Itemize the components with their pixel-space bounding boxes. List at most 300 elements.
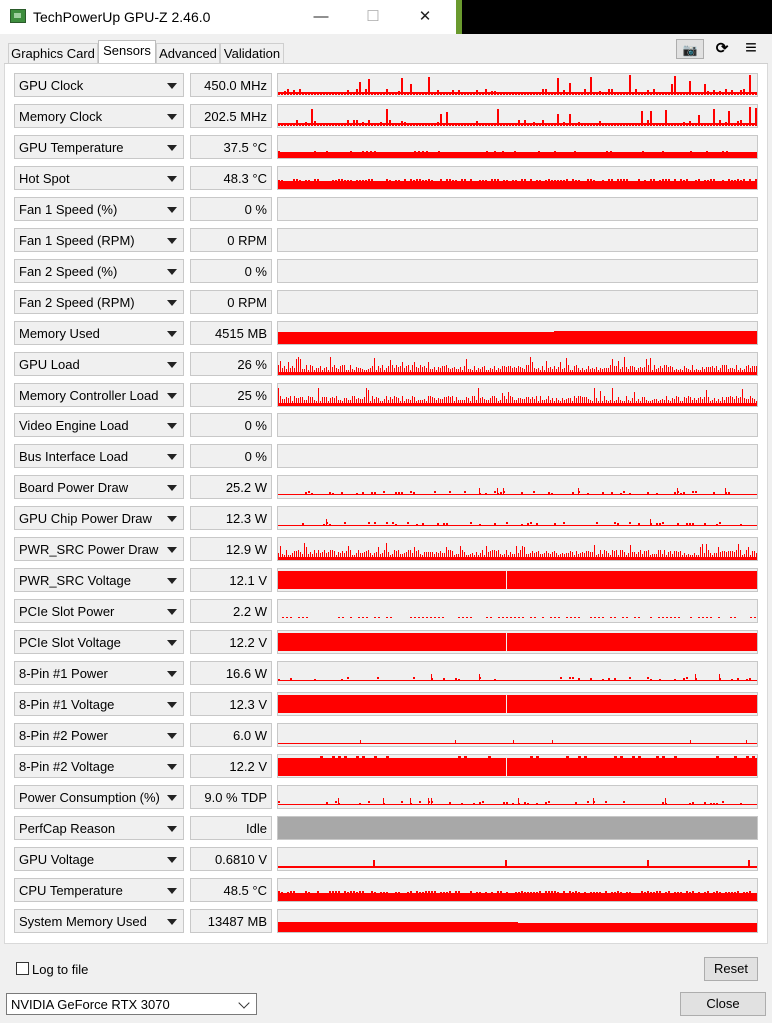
graph-mark xyxy=(539,124,541,126)
sensor-value: 12.2 V xyxy=(229,759,267,774)
graph-mark xyxy=(752,181,754,184)
sensor-graph xyxy=(277,568,758,592)
graph-mark xyxy=(392,93,394,95)
graph-mark xyxy=(410,179,412,182)
graph-mark xyxy=(422,523,424,525)
graph-mark xyxy=(596,892,598,895)
graph-mark xyxy=(506,522,508,524)
graph-mark xyxy=(478,555,479,557)
graph-mark xyxy=(468,369,469,372)
sensor-name-dropdown[interactable] xyxy=(14,785,184,809)
graph-mark xyxy=(725,89,727,95)
graph-mark xyxy=(398,91,400,95)
graph-mark xyxy=(470,522,472,524)
sensor-name-dropdown[interactable] xyxy=(14,197,184,221)
graph-mark xyxy=(713,803,715,805)
graph-mark xyxy=(521,524,523,526)
graph-mark xyxy=(506,124,508,126)
sensor-value-box xyxy=(190,878,272,902)
graph-mark xyxy=(542,617,544,618)
graph-mark xyxy=(686,93,688,95)
graph-mark xyxy=(554,551,555,557)
graph-mark xyxy=(696,369,697,372)
graph-mark xyxy=(572,552,573,557)
graph-mark xyxy=(374,399,375,403)
graph-mark xyxy=(605,93,607,95)
dropdown-arrow-icon xyxy=(167,331,177,337)
graph-mark xyxy=(642,368,643,372)
graph-mark xyxy=(317,93,319,95)
gpuz-app-icon xyxy=(10,9,26,23)
graph-mark xyxy=(728,492,730,494)
graph-mark xyxy=(498,550,499,557)
maximize-button[interactable]: ☐ xyxy=(366,8,380,25)
graph-mark xyxy=(443,523,445,525)
sensor-name-dropdown[interactable] xyxy=(14,259,184,283)
graph-mark xyxy=(407,892,409,895)
graph-mark xyxy=(672,398,673,403)
graph-mark xyxy=(278,93,280,95)
graph-mark xyxy=(563,891,565,894)
graph-mark xyxy=(470,93,472,95)
graph-mark xyxy=(536,123,538,126)
graph-mark xyxy=(582,552,583,557)
graph-mark xyxy=(666,617,668,618)
graph-mark xyxy=(416,401,417,403)
graph-mark xyxy=(488,400,489,403)
graph-mark xyxy=(593,124,595,126)
graph-mark xyxy=(512,554,513,557)
graph-mark xyxy=(278,633,757,651)
graph-mark xyxy=(666,396,667,403)
graph-mark xyxy=(744,554,745,557)
graph-mark xyxy=(536,756,539,758)
graph-mark xyxy=(732,368,733,372)
graph-mark xyxy=(386,617,388,618)
graph-mark xyxy=(299,893,301,896)
graph-mark xyxy=(320,366,321,372)
graph-mark xyxy=(500,92,502,95)
graph-mark xyxy=(640,550,641,557)
graph-mark xyxy=(278,180,280,183)
graph-mark xyxy=(620,400,621,403)
sensor-name-dropdown[interactable] xyxy=(14,599,184,623)
graph-mark xyxy=(554,366,555,372)
graph-mark xyxy=(581,93,583,95)
graph-mark xyxy=(458,554,459,557)
graph-mark xyxy=(356,180,358,183)
graph-mark xyxy=(716,93,718,95)
graph-mark xyxy=(374,151,376,152)
graph-mark xyxy=(662,151,664,152)
graph-mark xyxy=(444,397,445,403)
graph-mark xyxy=(404,893,406,896)
graph-mark xyxy=(666,365,667,372)
sensor-name-dropdown[interactable] xyxy=(14,506,184,530)
sensor-name-dropdown[interactable] xyxy=(14,475,184,499)
graph-mark xyxy=(430,396,431,403)
graph-mark xyxy=(641,181,643,184)
sensor-name-dropdown[interactable] xyxy=(14,537,184,561)
minimize-button[interactable]: — xyxy=(313,8,329,25)
graph-mark xyxy=(392,181,394,184)
graph-mark xyxy=(320,93,322,95)
graph-mark xyxy=(356,493,358,495)
graph-mark xyxy=(308,180,310,183)
graph-mark xyxy=(506,399,507,403)
graph-mark xyxy=(418,151,420,152)
graph-mark xyxy=(647,120,649,126)
graph-mark xyxy=(510,366,511,372)
graph-mark xyxy=(434,554,435,557)
graph-mark xyxy=(671,123,673,126)
gpu-select[interactable] xyxy=(6,993,257,1015)
graph-mark xyxy=(344,553,345,557)
graph-mark xyxy=(620,892,622,895)
graph-mark xyxy=(316,553,317,557)
graph-mark xyxy=(506,695,507,713)
sensor-value: 450.0 MHz xyxy=(204,78,267,93)
graph-mark xyxy=(416,179,418,182)
graph-mark xyxy=(512,893,514,896)
graph-mark xyxy=(611,89,613,95)
graph-mark xyxy=(638,368,639,372)
sensor-name-dropdown[interactable] xyxy=(14,909,184,933)
graph-mark xyxy=(740,550,741,557)
graph-mark xyxy=(732,397,733,403)
sensor-name-dropdown[interactable] xyxy=(14,568,184,592)
graph-mark xyxy=(536,369,537,372)
graph-mark xyxy=(740,90,742,95)
graph-mark xyxy=(599,121,601,126)
graph-mark xyxy=(722,801,724,803)
graph-mark xyxy=(430,369,431,372)
graph-mark xyxy=(680,892,682,895)
graph-mark xyxy=(728,111,730,126)
graph-mark xyxy=(410,798,411,804)
graph-mark xyxy=(614,617,616,618)
graph-mark xyxy=(476,90,478,95)
graph-mark xyxy=(436,552,437,557)
graph-mark xyxy=(653,89,655,95)
graph-mark xyxy=(462,400,463,403)
graph-mark xyxy=(638,399,639,403)
tab-advanced[interactable]: Advanced xyxy=(156,43,220,63)
graph-mark xyxy=(730,551,731,557)
graph-mark xyxy=(374,756,377,758)
sensor-name-dropdown[interactable] xyxy=(14,166,184,190)
sensor-name: Bus Interface Load xyxy=(19,449,129,464)
graph-mark xyxy=(464,92,466,95)
sensor-graph xyxy=(277,228,758,252)
sensor-name-dropdown[interactable] xyxy=(14,321,184,345)
graph-mark xyxy=(394,396,395,403)
graph-mark xyxy=(533,181,535,184)
menu-icon[interactable]: ≡ xyxy=(745,37,757,59)
tab-graphics-card[interactable]: Graphics Card xyxy=(8,43,98,63)
graph-mark xyxy=(382,401,383,403)
graph-mark xyxy=(278,181,757,189)
graph-mark xyxy=(521,891,523,894)
graph-mark xyxy=(602,369,603,372)
graph-mark xyxy=(413,93,415,95)
graph-mark xyxy=(512,397,513,403)
graph-mark xyxy=(704,369,705,372)
sensor-value: 12.2 V xyxy=(229,635,267,650)
graph-mark xyxy=(618,397,619,403)
graph-mark xyxy=(552,369,553,372)
graph-mark xyxy=(671,84,673,95)
sensor-name-dropdown[interactable] xyxy=(14,352,184,376)
sensor-name-dropdown[interactable] xyxy=(14,661,184,685)
graph-mark xyxy=(332,550,333,557)
graph-mark xyxy=(527,803,529,805)
sensor-graph xyxy=(277,506,758,530)
graph-mark xyxy=(500,369,501,372)
dropdown-arrow-icon xyxy=(167,578,177,584)
sensor-name: Fan 2 Speed (RPM) xyxy=(19,295,135,310)
graph-mark xyxy=(428,798,429,804)
graph-mark xyxy=(704,180,706,183)
sensor-name-dropdown[interactable] xyxy=(14,73,184,97)
graph-mark xyxy=(354,555,355,557)
graph-mark xyxy=(556,553,557,557)
graph-mark xyxy=(659,523,661,525)
graph-mark xyxy=(386,543,387,557)
graph-mark xyxy=(580,370,581,372)
graph-mark xyxy=(446,112,448,126)
graph-mark xyxy=(476,121,478,126)
dropdown-arrow-icon xyxy=(167,300,177,306)
graph-mark xyxy=(374,124,376,126)
graph-mark xyxy=(362,151,364,152)
graph-mark xyxy=(437,181,439,184)
graph-mark xyxy=(670,401,671,403)
graph-mark xyxy=(362,891,364,894)
graph-mark xyxy=(650,555,651,557)
graph-mark xyxy=(600,391,601,403)
graph-mark xyxy=(698,370,699,372)
graph-mark xyxy=(437,122,439,126)
sensor-name-dropdown[interactable] xyxy=(14,413,184,437)
graph-mark xyxy=(488,893,490,896)
graph-mark xyxy=(383,93,385,95)
graph-mark xyxy=(652,554,653,557)
graph-mark xyxy=(623,801,625,803)
sensor-row xyxy=(14,568,758,592)
graph-mark xyxy=(570,398,571,403)
graph-mark xyxy=(750,368,751,372)
sensor-name-dropdown[interactable] xyxy=(14,878,184,902)
graph-mark xyxy=(722,397,723,403)
graph-mark xyxy=(326,181,328,184)
graph-mark xyxy=(323,93,325,95)
sensor-name-dropdown[interactable] xyxy=(14,723,184,747)
graph-mark xyxy=(629,493,631,495)
graph-mark xyxy=(628,400,629,403)
tab-validation[interactable]: Validation xyxy=(220,43,284,63)
graph-mark xyxy=(320,553,321,557)
graph-mark xyxy=(440,892,442,895)
sensor-name-dropdown[interactable] xyxy=(14,104,184,128)
graph-mark xyxy=(620,93,622,95)
graph-mark xyxy=(512,803,514,805)
sensor-graph-svg xyxy=(278,291,757,313)
sensor-name-dropdown[interactable] xyxy=(14,692,184,716)
sensor-value: 0 % xyxy=(244,202,267,217)
graph-mark xyxy=(610,555,611,557)
camera-icon[interactable]: 📷 xyxy=(676,39,704,59)
graph-mark xyxy=(692,181,694,184)
graph-mark xyxy=(317,179,319,182)
graph-mark xyxy=(340,553,341,557)
tab-sensors[interactable]: Sensors xyxy=(98,40,156,64)
sensor-graph-svg xyxy=(278,229,757,251)
graph-mark xyxy=(352,555,353,557)
sensor-value-box xyxy=(190,568,272,592)
graph-mark xyxy=(608,179,610,182)
graph-mark xyxy=(350,550,351,557)
graph-mark xyxy=(695,124,697,126)
graph-mark xyxy=(540,554,541,557)
graph-mark xyxy=(334,365,335,372)
graph-mark xyxy=(506,892,508,895)
graph-mark xyxy=(743,892,745,895)
graph-mark xyxy=(701,93,703,95)
sensor-value-box xyxy=(190,661,272,685)
graph-mark xyxy=(344,756,347,758)
graph-mark xyxy=(446,93,448,95)
graph-mark xyxy=(506,367,507,372)
graph-mark xyxy=(452,551,453,557)
graph-mark xyxy=(558,555,559,557)
close-button[interactable]: Close xyxy=(680,992,766,1016)
graph-mark xyxy=(468,555,469,557)
graph-mark xyxy=(552,552,553,557)
graph-mark xyxy=(725,181,727,184)
graph-mark xyxy=(347,120,349,126)
sensor-name-dropdown[interactable] xyxy=(14,135,184,159)
close-window-button[interactable]: ✕ xyxy=(418,8,432,25)
graph-mark xyxy=(464,400,465,403)
graph-mark xyxy=(472,396,473,403)
graph-mark xyxy=(588,399,589,403)
graph-mark xyxy=(718,370,719,372)
graph-mark xyxy=(444,366,445,372)
refresh-icon[interactable]: ⟳ xyxy=(715,40,729,57)
sensor-name-dropdown[interactable] xyxy=(14,630,184,654)
sensor-name-dropdown[interactable] xyxy=(14,290,184,314)
graph-mark xyxy=(734,552,735,557)
graph-mark xyxy=(734,369,735,372)
graph-mark xyxy=(284,399,285,403)
log-to-file-checkbox[interactable] xyxy=(16,962,29,975)
graph-mark xyxy=(662,522,664,524)
sensor-name-dropdown[interactable] xyxy=(14,816,184,840)
sensor-row xyxy=(14,847,758,871)
graph-mark xyxy=(696,555,697,557)
graph-mark xyxy=(485,124,487,126)
graph-mark xyxy=(726,552,727,557)
graph-mark xyxy=(464,552,465,557)
sensor-row xyxy=(14,692,758,716)
graph-mark xyxy=(686,368,687,372)
graph-mark xyxy=(491,124,493,126)
graph-mark xyxy=(746,756,749,758)
graph-mark xyxy=(324,397,325,403)
sensor-name-dropdown[interactable] xyxy=(14,444,184,468)
sensor-name: GPU Clock xyxy=(19,78,84,93)
graph-mark xyxy=(674,370,675,372)
graph-mark xyxy=(400,401,401,403)
graph-mark xyxy=(305,891,307,894)
graph-mark xyxy=(428,396,429,403)
sensor-name-dropdown[interactable] xyxy=(14,847,184,871)
graph-mark xyxy=(527,93,529,95)
reset-button[interactable]: Reset xyxy=(704,957,758,981)
graph-mark xyxy=(335,801,337,803)
graph-mark xyxy=(402,396,403,403)
sensor-row xyxy=(14,352,758,376)
graph-mark xyxy=(468,398,469,403)
graph-mark xyxy=(554,331,757,344)
graph-mark xyxy=(530,522,532,524)
graph-mark xyxy=(296,120,298,126)
graph-mark xyxy=(602,617,604,618)
graph-mark xyxy=(755,893,757,896)
graph-mark xyxy=(698,93,700,95)
graph-mark xyxy=(728,179,730,182)
graph-mark xyxy=(368,369,369,372)
graph-mark xyxy=(743,124,745,126)
graph-mark xyxy=(473,181,475,184)
graph-mark xyxy=(282,368,283,372)
graph-mark xyxy=(734,399,735,403)
graph-mark xyxy=(366,151,368,152)
graph-mark xyxy=(622,401,623,403)
sensor-graph xyxy=(277,413,758,437)
sensor-row xyxy=(14,321,758,345)
graph-mark xyxy=(726,151,728,152)
graph-mark xyxy=(380,181,382,184)
graph-mark xyxy=(538,401,539,403)
graph-mark xyxy=(716,366,717,372)
graph-mark xyxy=(383,181,385,184)
sensor-row xyxy=(14,506,758,530)
graph-mark xyxy=(683,122,685,126)
graph-mark xyxy=(650,358,651,372)
graph-mark xyxy=(724,551,725,557)
sensor-name: Fan 1 Speed (RPM) xyxy=(19,233,135,248)
graph-mark xyxy=(710,179,712,182)
graph-mark xyxy=(494,550,495,557)
graph-mark xyxy=(662,893,664,896)
graph-mark xyxy=(305,492,307,494)
graph-mark xyxy=(380,122,382,126)
sensor-name-dropdown[interactable] xyxy=(14,228,184,252)
graph-mark xyxy=(720,552,721,557)
graph-mark xyxy=(354,396,355,403)
graph-mark xyxy=(622,617,624,618)
sensor-row xyxy=(14,475,758,499)
graph-mark xyxy=(348,400,349,403)
sensor-name-dropdown[interactable] xyxy=(14,754,184,778)
graph-mark xyxy=(278,680,757,681)
sensor-name-dropdown[interactable] xyxy=(14,383,184,407)
graph-mark xyxy=(416,891,418,894)
graph-mark xyxy=(602,180,604,183)
sensor-value: 0 % xyxy=(244,449,267,464)
